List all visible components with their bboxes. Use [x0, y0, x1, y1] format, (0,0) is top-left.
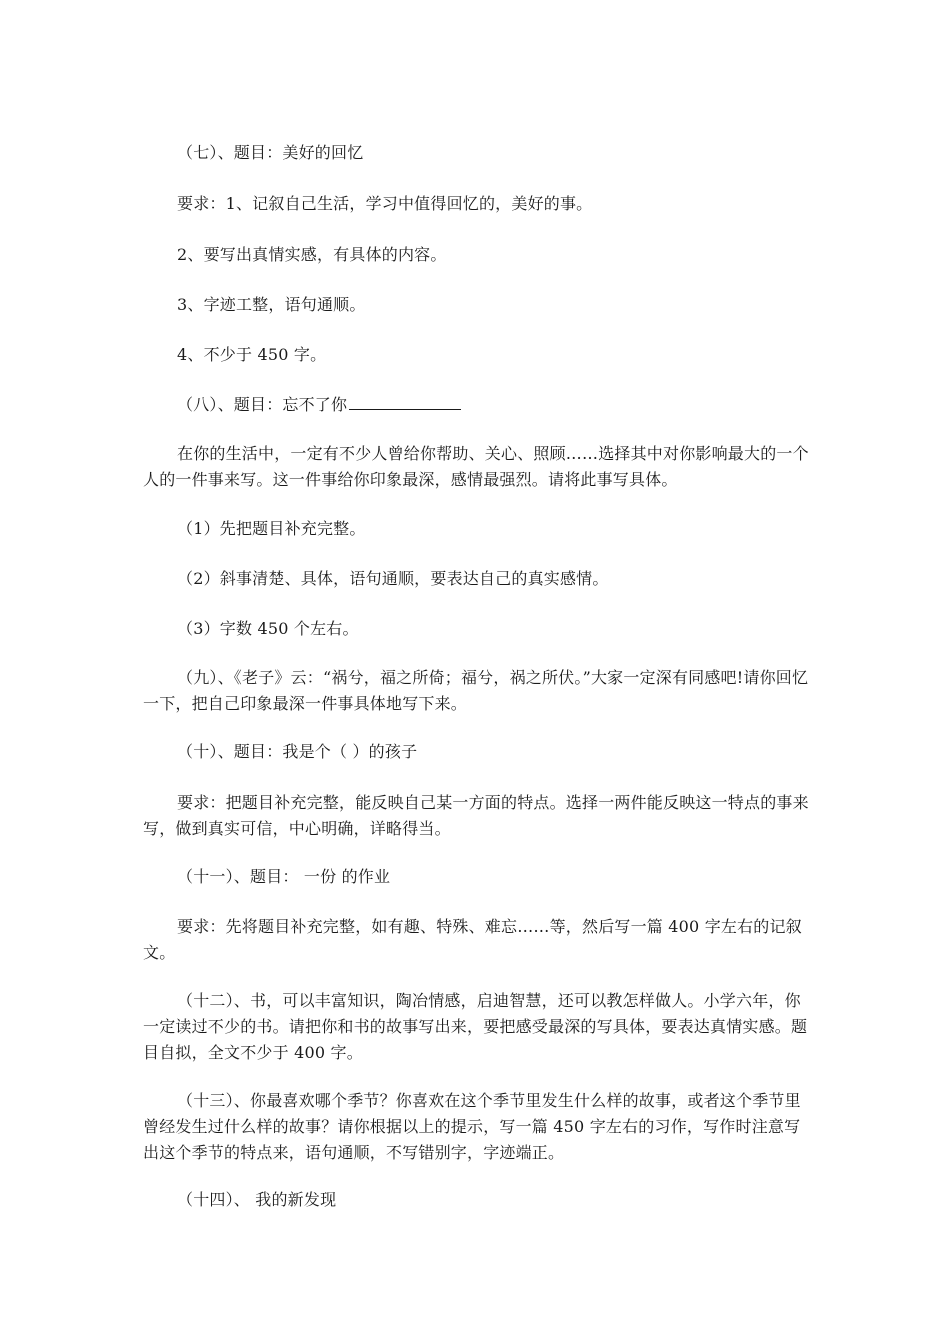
fill-in-blank-line: [349, 395, 461, 410]
essay-7-title: （七）、题目：美好的回忆: [177, 143, 364, 162]
essay-7-requirement-2: 2、要写出真情实感，有具体的内容。: [177, 245, 447, 264]
essay-9: （九）、《老子》云：“祸兮，福之所倚；福兮，祸之所伏。”大家一定深有同感吧!请你回忆一下，把自己印象最深一件事具体地写下来。: [143, 668, 809, 713]
essay-8-body: 在你的生活中，一定有不少人曾给你帮助、关心、照顾……选择其中对你影响最大的一个人的一件事来写。这一件事给你印象最深，感情最强烈。请将此事写具体。: [143, 444, 809, 489]
essay-8-requirement-3: （3）字数 450 个左右。: [177, 619, 359, 638]
essay-11-requirement: 要求：先将题目补充完整，如有趣、特殊、难忘……等，然后写一篇 400 字左右的记叙文。: [143, 917, 802, 962]
essay-11-title: （十一）、题目： 一份 的作业: [177, 867, 391, 886]
essay-8-title-line: [143, 392, 813, 418]
essay-7-requirement-4: 4、不少于 450 字。: [177, 345, 327, 364]
essay-12: （十二）、书，可以丰富知识，陶冶情感，启迪智慧，还可以教怎样做人。小学六年，你一定读过不少的书。请把你和书的故事写出来，要把感受最深的写具体，要表达真情实感。题目自拟，全文不少于 400 字。: [143, 991, 808, 1062]
essay-10-title: （十）、题目：我是个（ ）的孩子: [177, 742, 418, 761]
essay-14-title: （十四）、 我的新发现: [177, 1190, 337, 1209]
essay-8-requirement-1: （1）先把题目补充完整。: [177, 519, 366, 538]
essay-13: （十三）、你最喜欢哪个季节？你喜欢在这个季节里发生什么样的故事，或者这个季节里曾经发生过什么样的故事？请你根据以上的提示，写一篇 450 字左右的习作，写作时注意写出这个季节的特点来，语句通顺，不写错别字，字迹端正。: [143, 1091, 801, 1162]
essay-8-requirement-2: （2）斜事清楚、具体，语句通顺，要表达自己的真实感情。: [177, 569, 609, 588]
essay-10-requirement: 要求：把题目补充完整，能反映自己某一方面的特点。选择一两件能反映这一特点的事来写，做到真实可信，中心明确，详略得当。: [143, 793, 809, 838]
essay-7-requirement-3: 3、字迹工整，语句通顺。: [177, 295, 366, 314]
essay-7-requirement-1: 要求：1、记叙自己生活，学习中值得回忆的，美好的事。: [177, 194, 593, 213]
essay-8-title: （八）、题目：忘不了你: [177, 395, 348, 414]
